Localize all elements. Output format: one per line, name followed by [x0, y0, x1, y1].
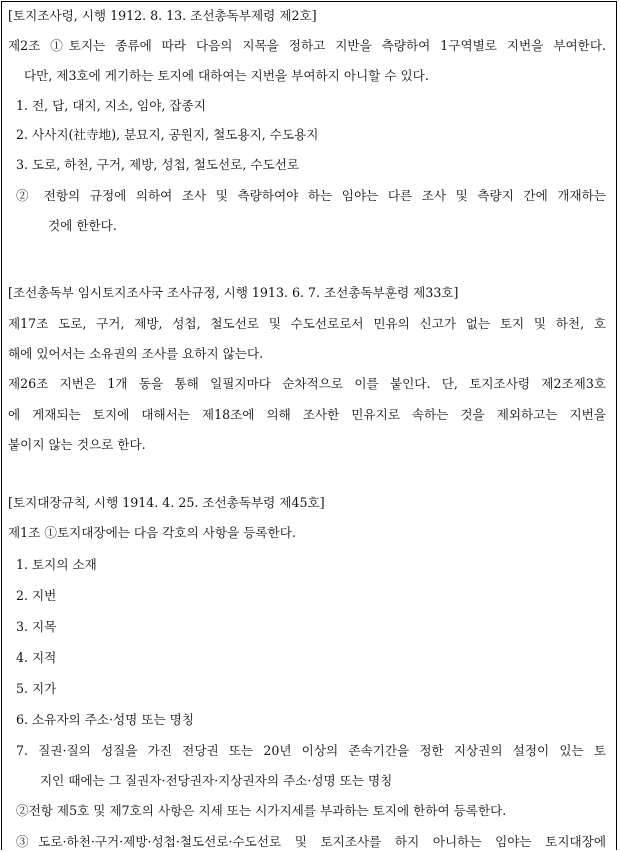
paragraph-2-line-1: ② 전항의 규정에 의하여 조사 및 측량하여야 하는 임야는 다른 조사 및 측량지 간에 개재하는 — [16, 188, 606, 203]
article-17-line-1: 제17조 도로, 구거, 제방, 성첩, 철도선로 및 수도선로로서 민유의 신고가 없는 토지 및 하천, 호 — [8, 316, 606, 331]
list-item: 3. 지목 — [16, 619, 57, 634]
article-26-line-3: 붙이지 않는 것으로 한다. — [8, 437, 146, 452]
article-26-line-1: 제26조 지번은 1개 동을 통해 일필지마다 순차적으로 이를 붙인다. 단, 토지조사령 제2조제3호 — [8, 376, 606, 391]
section-header-land-register-rules: [토지대장규칙, 시행 1914. 4. 25. 조선총독부령 제45호] — [8, 495, 325, 510]
section-header-land-survey-decree: [토지조사령, 시행 1912. 8. 13. 조선총독부제령 제2호] — [8, 8, 317, 23]
section-header-survey-regulation: [조선총독부 임시토지조사국 조사규정, 시행 1913. 6. 7. 조선총독부훈령 제33호] — [8, 285, 459, 300]
list-item: 2. 지번 — [16, 588, 57, 603]
list-item: 2. 사사지(社寺地), 분묘지, 공원지, 철도용지, 수도용지 — [16, 127, 319, 142]
paragraph-2-line: ②전항 제5호 및 제7호의 사항은 지세 또는 시가지세를 부과하는 토지에 한하여 등록한다. — [16, 803, 507, 818]
article-26-line-2: 에 게재되는 토지에 대해서는 제18조에 의해 조사한 민유지로 속하는 것을 제외하고는 지번을 — [8, 407, 606, 422]
article-2-line-2: 다만, 제3호에 게기하는 토지에 대하여는 지번을 부여하지 아니할 수 있다. — [24, 68, 429, 83]
article-2-line-1: 제2조 ①토지는 종류에 따라 다음의 지목을 정하고 지반을 측량하여 1구역별로 지번을 부여한다. — [8, 38, 606, 53]
article-1-line: 제1조 ①토지대장에는 다음 각호의 사항을 등록한다. — [8, 525, 296, 540]
paragraph-2-line-2: 것에 한한다. — [48, 218, 117, 233]
list-item-7-line-1: 7. 질권·질의 성질을 가진 전당권 또는 20년 이상의 존속기간을 정한 지상권의 설정이 있는 토 — [16, 743, 606, 758]
document-page — [1, 1, 617, 850]
paragraph-3-line: ③도로·하천·구거·제방·성첩·철도선로·수도선로 및 토지조사를 하지 아니하는 임야는 토지대장에 — [16, 834, 606, 849]
list-item: 1. 토지의 소재 — [16, 557, 97, 572]
list-item: 3. 도로, 하천, 구거, 제방, 성첩, 철도선로, 수도선로 — [16, 157, 300, 172]
list-item: 1. 전, 답, 대지, 지소, 임야, 잡종지 — [16, 98, 206, 113]
list-item: 6. 소유자의 주소·성명 또는 명칭 — [16, 712, 195, 727]
article-17-line-2: 해에 있어서는 소유권의 조사를 요하지 않는다. — [8, 346, 264, 361]
list-item-7-line-2: 지인 때에는 그 질권자·전당권자·지상권자의 주소·성명 또는 명칭 — [40, 773, 393, 788]
list-item: 5. 지가 — [16, 681, 57, 696]
list-item: 4. 지적 — [16, 650, 57, 665]
